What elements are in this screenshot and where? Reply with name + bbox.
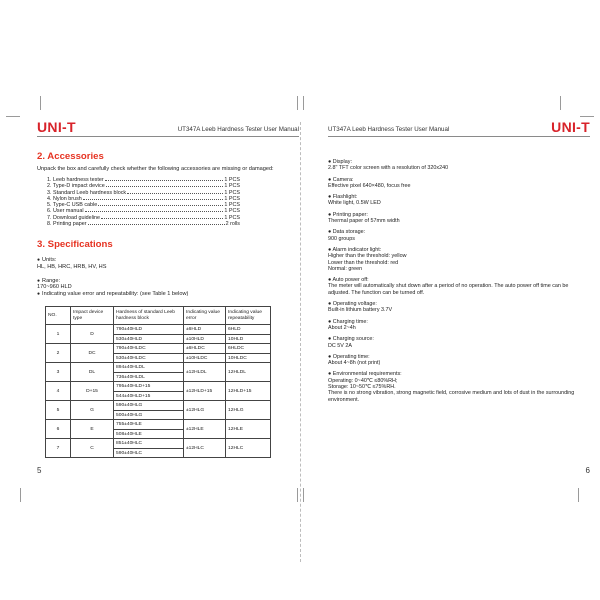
cell-type: C bbox=[71, 439, 114, 458]
table-header-row bbox=[46, 307, 271, 325]
crop-mark bbox=[20, 488, 21, 502]
crop-mark bbox=[580, 116, 594, 117]
col-header-repeatability: Indicating value repeatability bbox=[226, 307, 271, 325]
bullet-icon: ● bbox=[328, 277, 333, 284]
indicating-note: Indicating value error and repeatability: (see Table 1 below) bbox=[42, 290, 189, 297]
cell-block: 851±40HLC bbox=[114, 439, 184, 449]
accessory-qty: 2 rolls bbox=[225, 221, 240, 228]
spec-label-text: Environmental requirements: bbox=[332, 371, 402, 378]
cell-block: 790±40HLDC bbox=[114, 344, 184, 354]
col-header-no: NO. bbox=[46, 307, 71, 325]
cell-error: ±12HLG bbox=[184, 401, 226, 420]
cell-repeatability: 6HLD bbox=[226, 325, 271, 335]
spec-label-text: Charging time: bbox=[332, 318, 368, 325]
units-value: HL, HB, HRC, HRB, HV, HS bbox=[37, 263, 107, 270]
cell-no: 2 bbox=[46, 344, 71, 363]
spec-label-text: Printing paper: bbox=[332, 211, 368, 218]
cell-block: 795±40HLD+15 bbox=[114, 382, 184, 392]
page-header bbox=[328, 118, 590, 137]
spec-item bbox=[328, 354, 590, 367]
spec-label-text: Camera: bbox=[332, 176, 354, 183]
cell-block: 544±40HLD+15 bbox=[114, 391, 184, 401]
spec-label-text: Auto power off: bbox=[332, 277, 369, 284]
table-row bbox=[46, 325, 271, 335]
accessory-name: 8. Printing paper bbox=[47, 221, 87, 228]
range-label: Range: bbox=[42, 277, 61, 284]
cell-repeatability: 12HLD+15 bbox=[226, 382, 271, 401]
spec-label-text: Flashlight: bbox=[332, 194, 358, 201]
crop-mark bbox=[303, 96, 304, 110]
page-number: 5 bbox=[37, 466, 42, 475]
cell-no: 4 bbox=[46, 382, 71, 401]
cell-repeatability: 12HLC bbox=[226, 439, 271, 458]
accessory-qty: 1 PCS bbox=[224, 214, 240, 221]
bullet-icon: ● bbox=[328, 318, 333, 325]
cell-type: DL bbox=[71, 363, 114, 382]
spec-item-value: Thermal paper of 57mm width bbox=[328, 218, 400, 225]
table-row bbox=[46, 363, 271, 373]
cell-repeatability: 12HLE bbox=[226, 420, 271, 439]
page-right bbox=[328, 118, 590, 488]
cell-no: 1 bbox=[46, 325, 71, 344]
cell-no: 3 bbox=[46, 363, 71, 382]
spec-table bbox=[45, 306, 271, 458]
units-label: Units: bbox=[42, 257, 57, 264]
accessory-qty: 1 PCS bbox=[224, 189, 240, 196]
range-item: ● Range: 170~960 HLD ● Indicating value error and repeatability: (see Table 1 below) bbox=[37, 278, 299, 298]
cell-error: ±12HLE bbox=[184, 420, 226, 439]
leader-dots bbox=[101, 218, 223, 219]
leader-dots bbox=[105, 180, 224, 181]
spec-item-value: Higher than the threshold: yellow bbox=[328, 253, 407, 260]
bullet-icon: ● bbox=[328, 353, 333, 360]
page-fold bbox=[300, 122, 301, 562]
table-row bbox=[46, 420, 271, 430]
accessory-qty: 1 PCS bbox=[224, 202, 240, 209]
cell-no: 6 bbox=[46, 420, 71, 439]
crop-mark bbox=[303, 488, 304, 502]
accessory-name: 3. Standard Leeb hardness block bbox=[47, 189, 127, 196]
cell-block: 530±40HLD bbox=[114, 334, 184, 344]
cell-type: D+15 bbox=[71, 382, 114, 401]
specifications-title: 3. Specifications bbox=[37, 239, 113, 251]
leader-dots bbox=[85, 211, 224, 212]
spec-label-text: Display: bbox=[332, 159, 352, 165]
page-header bbox=[37, 118, 299, 137]
cell-error: ±10HLDC bbox=[184, 353, 226, 363]
cell-repeatability: 10HLD bbox=[226, 334, 271, 344]
brand-logo: UNI-T bbox=[551, 119, 590, 135]
spec-item-value: About 4~8h (not print) bbox=[328, 360, 381, 367]
spec-label-text: Alarm indicator light: bbox=[332, 246, 382, 253]
cell-block: 755±40HLE bbox=[114, 420, 184, 430]
accessory-qty: 1 PCS bbox=[224, 208, 240, 215]
cell-repeatability: 6HLDC bbox=[226, 344, 271, 354]
spec-item-value: The meter will automatically shut down after a period of no operation. The auto power off time can be adjusted. The function can be turned off. bbox=[328, 283, 569, 296]
spec-item bbox=[328, 371, 590, 402]
table-row bbox=[46, 439, 271, 449]
cell-error: ±6HLD bbox=[184, 325, 226, 335]
cell-error: ±6HLDC bbox=[184, 344, 226, 354]
bullet-icon: ● bbox=[328, 211, 333, 218]
spec-item-value: About 2~4h bbox=[328, 324, 356, 331]
cell-type: D bbox=[71, 325, 114, 344]
cell-repeatability: 12HLG bbox=[226, 401, 271, 420]
spec-item-value: 900 groups bbox=[328, 235, 355, 242]
bullet-icon: ● bbox=[328, 176, 333, 183]
cell-error: ±10HLD bbox=[184, 334, 226, 344]
cell-block: 590±40HLC bbox=[114, 448, 184, 458]
cell-block: 736±40HLDL bbox=[114, 372, 184, 382]
spec-item bbox=[328, 177, 590, 190]
cell-block: 500±40HLG bbox=[114, 410, 184, 420]
bullet-icon: ● bbox=[328, 194, 333, 201]
crop-mark bbox=[560, 96, 561, 110]
spec-item bbox=[328, 247, 590, 272]
accessory-name: 2. Type-D impact device bbox=[47, 183, 105, 190]
cell-type: DC bbox=[71, 344, 114, 363]
cell-type: G bbox=[71, 401, 114, 420]
list-item bbox=[47, 221, 240, 227]
crop-mark bbox=[297, 96, 298, 110]
bullet-icon: ● bbox=[328, 371, 333, 378]
spec-item-value: Built-in lithium battery 3.7V bbox=[328, 307, 393, 314]
brand-logo: UNI-T bbox=[37, 119, 76, 135]
col-header-error: Indicating value error bbox=[184, 307, 226, 325]
bullet-icon: ● bbox=[328, 159, 333, 165]
bullet-icon: ● bbox=[328, 336, 333, 343]
cell-no: 7 bbox=[46, 439, 71, 458]
spec-item bbox=[328, 229, 590, 242]
spec-item-value: 2.8" TFT color screen with a resolution of 320x240 bbox=[328, 165, 449, 172]
accessory-qty: 1 PCS bbox=[224, 183, 240, 190]
leader-dots bbox=[98, 205, 223, 206]
accessory-name: 5. Type-C USB cable bbox=[47, 202, 98, 209]
spec-item bbox=[328, 336, 590, 349]
table-row bbox=[46, 382, 271, 392]
cell-error: ±12HLD+15 bbox=[184, 382, 226, 401]
header-title: UT347A Leeb Hardness Tester User Manual bbox=[177, 126, 299, 133]
spec-label-text: Data storage: bbox=[332, 229, 366, 236]
crop-mark bbox=[297, 488, 298, 502]
cell-block: 508±40HLE bbox=[114, 429, 184, 439]
accessory-name: 1. Leeb hardness tester bbox=[47, 177, 104, 183]
spec-item-value: DC 5V 2A bbox=[328, 342, 352, 349]
accessories-intro: Unpack the box and carefully check whether the following accessories are missing or damaged: bbox=[37, 166, 274, 172]
spec-item-value: Operating: 0~40℃ ≤80%RH; bbox=[328, 377, 398, 384]
leader-dots bbox=[127, 193, 223, 194]
cell-block: 790±40HLD bbox=[114, 325, 184, 335]
bullet-icon: ● bbox=[328, 246, 333, 253]
spec-label-text: Charging source: bbox=[332, 336, 374, 343]
crop-mark bbox=[40, 96, 41, 110]
spec-item-value: Normal: green bbox=[328, 265, 363, 272]
spec-item-value: There is no strong vibration, strong magnetic field, corrosive medium and lots of dust in the surrounding environment. bbox=[328, 390, 575, 403]
accessory-name: 6. User manual bbox=[47, 208, 84, 215]
cell-type: E bbox=[71, 420, 114, 439]
cell-error: ±12HLDL bbox=[184, 363, 226, 382]
accessory-name: 7. Download guideline bbox=[47, 214, 101, 221]
bullet-icon: ● bbox=[328, 301, 333, 308]
crop-mark bbox=[578, 488, 579, 502]
page-left bbox=[37, 118, 299, 488]
cell-no: 5 bbox=[46, 401, 71, 420]
units-item: ● Units: HL, HB, HRC, HRB, HV, HS bbox=[37, 257, 299, 270]
leader-dots bbox=[83, 199, 224, 200]
spec-label-text: Operating time: bbox=[332, 353, 370, 360]
cell-block: 590±40HLG bbox=[114, 401, 184, 411]
accessory-qty: 1 PCS bbox=[224, 195, 240, 202]
cell-block: 530±40HLDC bbox=[114, 353, 184, 363]
cell-error: ±12HLC bbox=[184, 439, 226, 458]
spec-item bbox=[328, 277, 590, 296]
accessory-name: 4. Nylon brush bbox=[47, 195, 82, 202]
spec-item bbox=[328, 319, 590, 332]
spec-item-value: Storage: 10~50℃ ≤75%RH. bbox=[328, 384, 396, 391]
spec-list bbox=[328, 159, 590, 403]
col-header-block: Hardness of standard Leeb hardness block bbox=[114, 307, 184, 325]
cell-block: 894±40HLDL bbox=[114, 363, 184, 373]
spec-label-text: Operating voltage: bbox=[332, 301, 377, 308]
crop-mark bbox=[6, 116, 20, 117]
cell-repeatability: 12HLDL bbox=[226, 363, 271, 382]
accessories-list bbox=[47, 177, 240, 227]
spec-item-value: White light, 0.5W LED bbox=[328, 200, 381, 207]
page-number: 6 bbox=[585, 466, 590, 475]
col-header-type: Impact device type bbox=[71, 307, 114, 325]
cell-repeatability: 10HLDC bbox=[226, 353, 271, 363]
spec-item bbox=[328, 159, 590, 172]
leader-dots bbox=[106, 186, 224, 187]
spec-item bbox=[328, 301, 590, 314]
spec-item bbox=[328, 194, 590, 207]
range-value: 170~960 HLD bbox=[37, 284, 72, 291]
header-title: UT347A Leeb Hardness Tester User Manual bbox=[328, 126, 450, 133]
spec-item-value: Lower than the threshold: red bbox=[328, 259, 399, 266]
table-row bbox=[46, 401, 271, 411]
accessories-title: 2. Accessories bbox=[37, 151, 104, 162]
bullet-icon: ● bbox=[328, 229, 333, 236]
spec-item bbox=[328, 212, 590, 225]
accessory-qty: 1 PCS bbox=[224, 177, 240, 183]
leader-dots bbox=[88, 224, 225, 225]
table-row bbox=[46, 344, 271, 354]
spec-item-value: Effective pixel 640×480, focus free bbox=[328, 182, 411, 189]
